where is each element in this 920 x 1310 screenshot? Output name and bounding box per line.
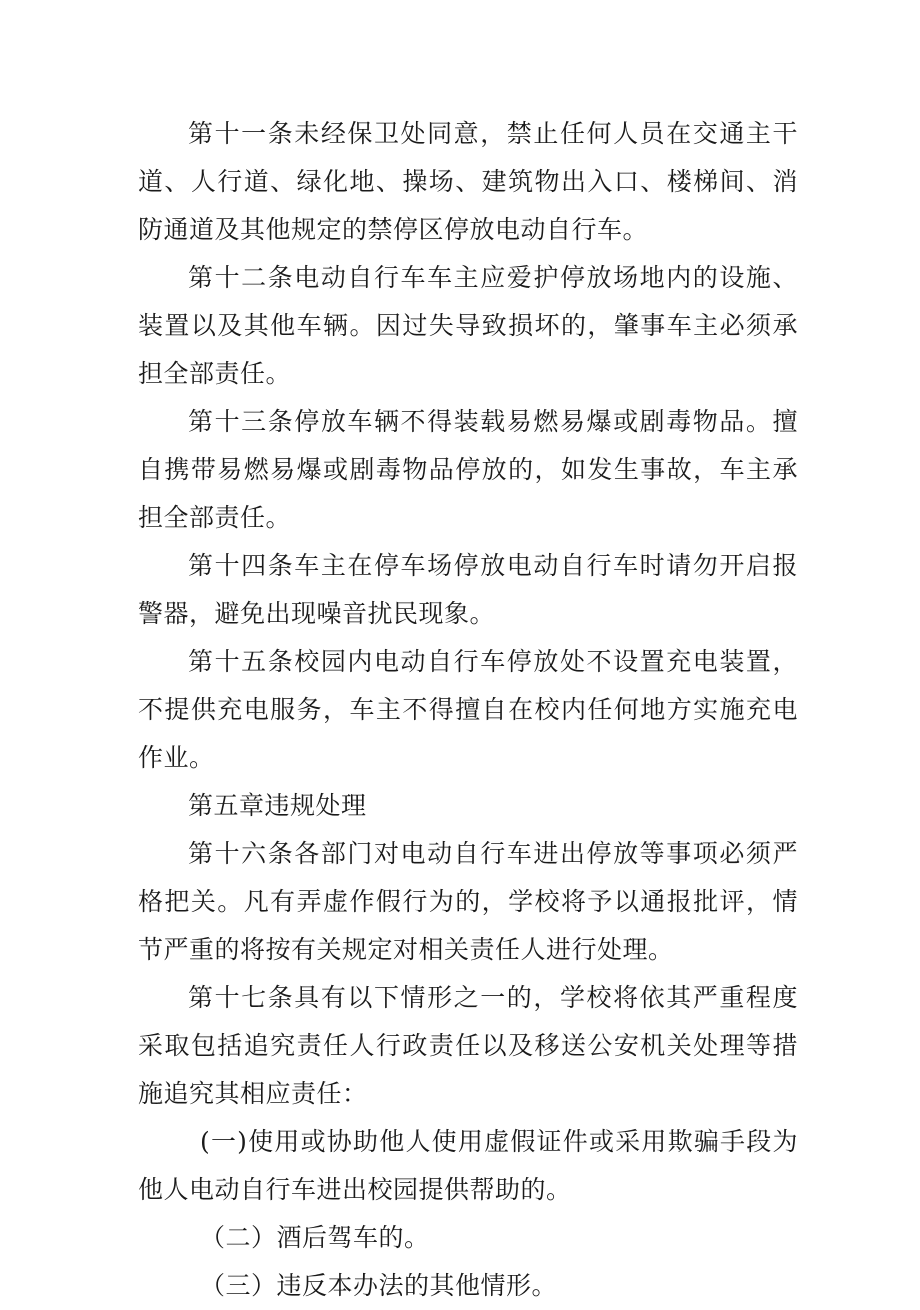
document-body (138, 110, 798, 1310)
article-14: 第十四条车主在停车场停放电动自行车时请勿开启报警器，避免出现噪音扰民现象。 (138, 551, 798, 628)
article-17: 第十七条具有以下情形之一的，学校将依其严重程度采取包括追究责任人行政责任以及移送公安机关处理等措施追究其相应责任： (138, 983, 798, 1108)
article-16: 第十六条各部门对电动自行车进出停放等事项必须严格把关。凡有弄虚作假行为的，学校将予以通报批评，情节严重的将按有关规定对相关责任人进行处理。 (138, 839, 798, 964)
article-15: 第十五条校园内电动自行车停放处不设置充电装置，不提供充电服务，车主不得擅自在校内任何地方实施充电作业。 (138, 647, 798, 772)
article-13: 第十三条停放车辆不得装载易燃易爆或剧毒物品。擅自携带易燃易爆或剧毒物品停放的，如发生事故，车主承担全部责任。 (138, 407, 798, 532)
article-17-item-1: (一)使用或协助他人使用虚假证件或采用欺骗手段为他人电动自行车进出校园提供帮助的。 (138, 1127, 798, 1204)
chapter-5-heading: 第五章违规处理 (188, 791, 367, 820)
article-11: 第十一条未经保卫处同意，禁止任何人员在交通主干道、人行道、绿化地、操场、建筑物出入口、楼梯间、消防通道及其他规定的禁停区停放电动自行车。 (138, 119, 798, 244)
article-17-item-3: （三）违反本办法的其他情形。 (200, 1271, 558, 1300)
article-17-item-2: （二）酒后驾车的。 (200, 1223, 430, 1252)
article-12: 第十二条电动自行车车主应爱护停放场地内的设施、装置以及其他车辆。因过失导致损坏的，肇事车主必须承担全部责任。 (138, 263, 798, 388)
